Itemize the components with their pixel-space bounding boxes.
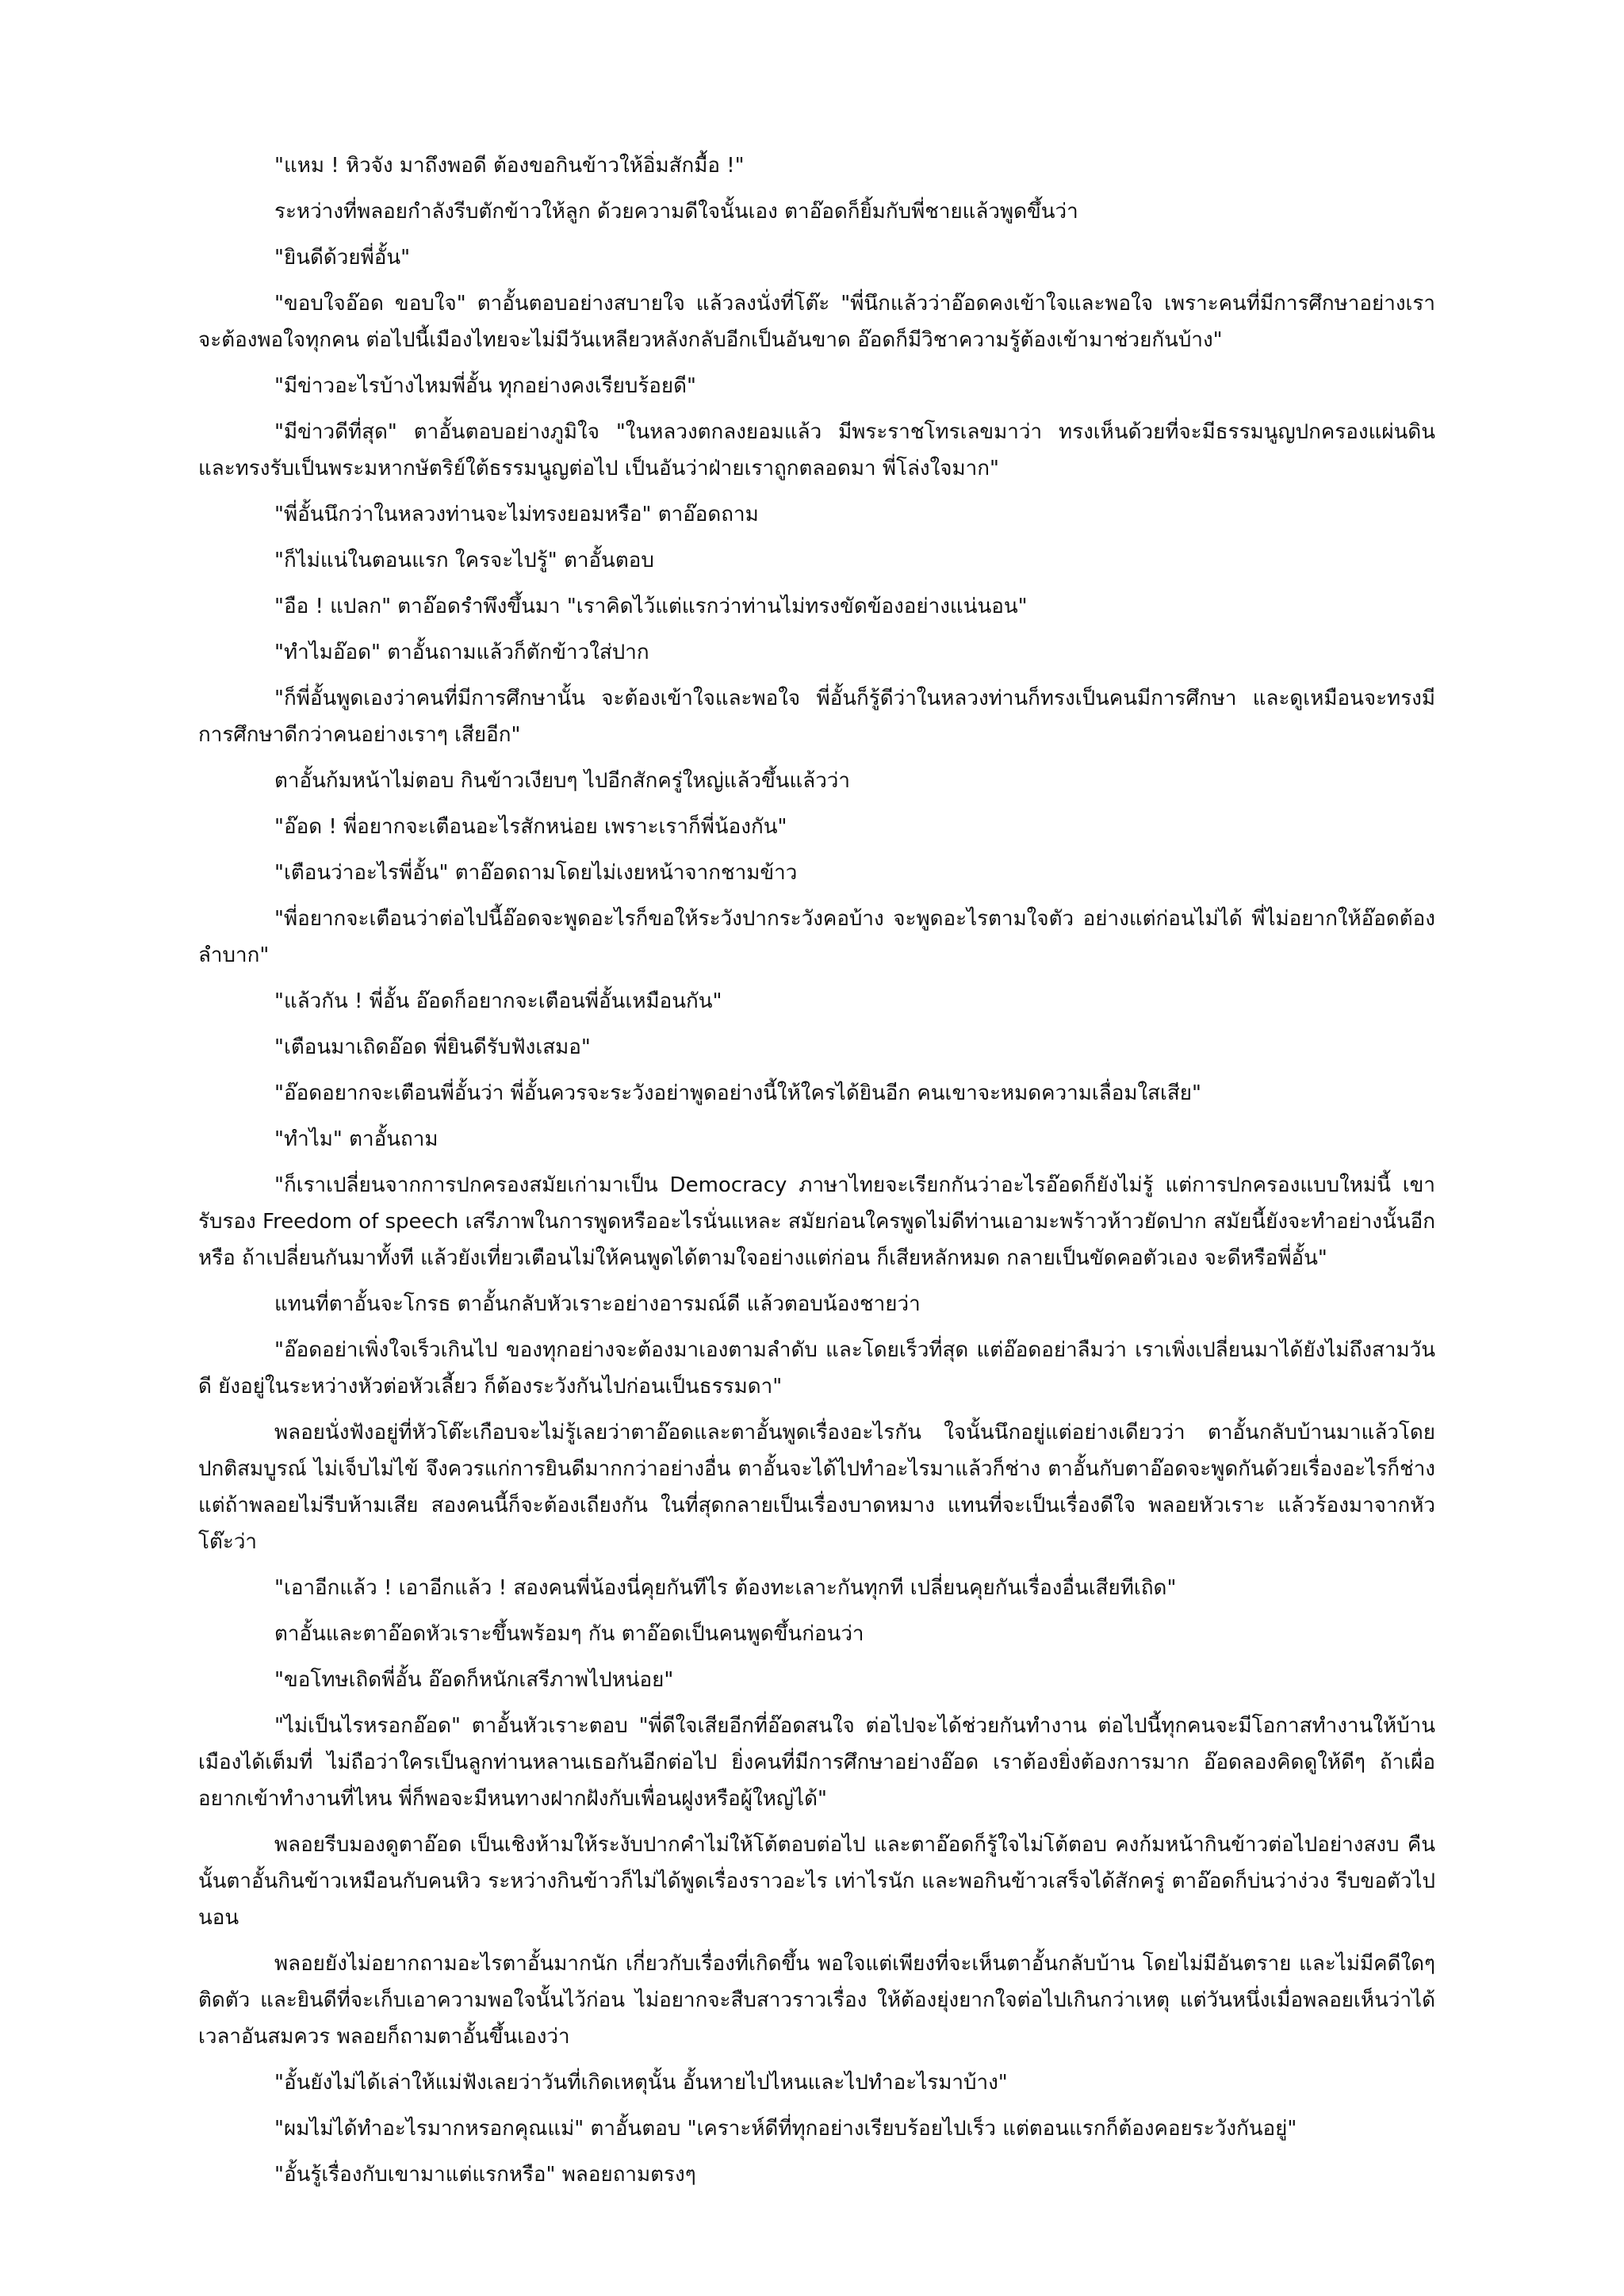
paragraph: "อ๊อดอย่าเพิ่งใจเร็วเกินไป ของทุกอย่างจะต้องมาเองตามลำดับ และโดยเร็วที่สุด แต่อ๊อดอย่าลืมว่า เราเพิ่งเปลี่ยนมาได้ยังไม่ถึงสามวันดี ยังอยู่ในระหว่างหัวต่อหัวเลี้ยว ก็ต้องระวังกันไปก่อนเป็นธรรมดา" bbox=[198, 1338, 1435, 1399]
paragraph: "ทำไม" ตาอั้นถาม bbox=[274, 1127, 439, 1151]
paragraph: "เตือนมาเถิดอ๊อด พี่ยินดีรับฟังเสมอ" bbox=[274, 1035, 591, 1059]
paragraph: "อั้นรู้เรื่องกับเขามาแต่แรกหรือ" พลอยถามตรงๆ bbox=[274, 2163, 696, 2187]
paragraph: "ก็เราเปลี่ยนจากการปกครองสมัยเก่ามาเป็น Democracy ภาษาไทยจะเรียกกันว่าอะไรอ๊อดก็ยังไม่รู้ แต่การปกครองแบบใหม่นี้ เขารับรอง Freedom of speech เสรีภาพในการพูดหรืออะไรนั่นแหละ สมัยก่อนใครพูดไม่ดีท่านเอามะพร้าวห้าวยัดปาก สมัยนี้ยังจะทำอย่างนั้นอีกหรือ ถ้าเปลี่ยนกันมาทั้งที แล้วยังเที่ยวเตือนไม่ให้คนพูดได้ตามใจอย่างแต่ก่อน ก็เสียหลักหมด กลายเป็นขัดคอตัวเอง จะดีหรือพี่อั้น" bbox=[198, 1173, 1435, 1270]
paragraph: "พี่อยากจะเตือนว่าต่อไปนี้อ๊อดจะพูดอะไรก็ขอให้ระวังปากระวังคอบ้าง จะพูดอะไรตามใจตัว อย่างแต่ก่อนไม่ได้ พี่ไม่อยากให้อ๊อดต้องลำบาก" bbox=[198, 907, 1435, 967]
paragraph: พลอยรีบมองดูตาอ๊อด เป็นเชิงห้ามให้ระงับปากคำไม่ให้โต้ตอบต่อไป และตาอ๊อดก็รู้ใจไม่โต้ตอบ คงก้มหน้ากินข้าวต่อไปอย่างสงบ คืนนั้นตาอั้นกินข้าวเหมือนกับคนหิว ระหว่างกินข้าวก็ไม่ได้พูดเรื่องราวอะไร เท่าไรนัก และพอกินข้าวเสร็จได้สักครู่ ตาอ๊อดก็บ่นว่าง่วง รีบขอตัวไปนอน bbox=[198, 1833, 1435, 1930]
paragraph: แทนที่ตาอั้นจะโกรธ ตาอั้นกลับหัวเราะอย่างอารมณ์ดี แล้วตอบน้องชายว่า bbox=[274, 1292, 921, 1316]
paragraph: "ผมไม่ได้ทำอะไรมากหรอกคุณแม่" ตาอั้นตอบ "เคราะห์ดีที่ทุกอย่างเรียบร้อยไปเร็ว แต่ตอนแรกก็ต้องคอยระวังกันอยู่" bbox=[274, 2117, 1297, 2141]
paragraph: "ขอบใจอ๊อด ขอบใจ" ตาอั้นตอบอย่างสบายใจ แล้วลงนั่งที่โต๊ะ "พี่นึกแล้วว่าอ๊อดคงเข้าใจและพอใจ เพราะคนที่มีการศึกษาอย่างเรา จะต้องพอใจทุกคน ต่อไปนี้เมืองไทยจะไม่มีวันเหลียวหลังกลับอีกเป็นอันขาด อ๊อดก็มีวิชาความรู้ต้องเข้ามาช่วยกันบ้าง" bbox=[198, 292, 1435, 352]
paragraph: "เอาอีกแล้ว ! เอาอีกแล้ว ! สองคนพี่น้องนี่คุยกันทีไร ต้องทะเลาะกันทุกที เปลี่ยนคุยกันเรื่องอื่นเสียทีเถิด" bbox=[274, 1576, 1177, 1600]
paragraph: "ขอโทษเถิดพี่อั้น อ๊อดก็หนักเสรีภาพไปหน่อย" bbox=[274, 1668, 674, 1692]
paragraph: "อ๊อด ! พี่อยากจะเตือนอะไรสักหน่อย เพราะเราก็พี่น้องกัน" bbox=[274, 815, 787, 839]
paragraph: พลอยนั่งฟังอยู่ที่หัวโต๊ะเกือบจะไม่รู้เลยว่าตาอ๊อดและตาอั้นพูดเรื่องอะไรกัน ใจนั้นนึกอยู่แต่อย่างเดียวว่า ตาอั้นกลับบ้านมาแล้วโดยปกติสมบูรณ์ ไม่เจ็บไม่ไข้ จึงควรแก่การยินดีมากกว่าอย่างอื่น ตาอั้นจะได้ไปทำอะไรมาแล้วก็ช่าง ตาอั้นกับตาอ๊อดจะพูดกันด้วยเรื่องอะไรก็ช่าง แต่ถ้าพลอยไม่รีบห้ามเสีย สองคนนี้ก็จะต้องเถียงกัน ในที่สุดกลายเป็นเรื่องบาดหมาง แทนที่จะเป็นเรื่องดีใจ พลอยหัวเราะ แล้วร้องมาจากหัวโต๊ะว่า bbox=[198, 1421, 1435, 1554]
paragraph: "พี่อั้นนึกว่าในหลวงท่านจะไม่ทรงยอมหรือ" ตาอ๊อดถาม bbox=[274, 503, 759, 526]
paragraph: "มีข่าวดีที่สุด" ตาอั้นตอบอย่างภูมิใจ "ในหลวงตกลงยอมแล้ว มีพระราชโทรเลขมาว่า ทรงเห็นด้วยที่จะมีธรรมนูญปกครองแผ่นดิน และทรงรับเป็นพระมหากษัตริย์ใต้ธรรมนูญต่อไป เป็นอันว่าฝ่ายเราถูกตลอดมา พี่โล่งใจมาก" bbox=[198, 420, 1435, 480]
paragraph: "อั้นยังไม่ได้เล่าให้แม่ฟังเลยว่าวันที่เกิดเหตุนั้น อั้นหายไปไหนและไปทำอะไรมาบ้าง" bbox=[274, 2071, 1008, 2095]
paragraph: พลอยยังไม่อยากถามอะไรตาอั้นมากนัก เกี่ยวกับเรื่องที่เกิดขึ้น พอใจแต่เพียงที่จะเห็นตาอั้นกลับบ้าน โดยไม่มีอันตราย และไม่มีคดีใดๆ ติดตัว และยินดีที่จะเก็บเอาความพอใจนั้นไว้ก่อน ไม่อยากจะสืบสาวราวเรื่อง ให้ต้องยุ่งยากใจต่อไปเกินกว่าเหตุ แต่วันหนึ่งเมื่อพลอยเห็นว่าได้เวลาอันสมควร พลอยก็ถามตาอั้นขึ้นเองว่า bbox=[198, 1952, 1435, 2049]
paragraph: "ทำไมอ๊อด" ตาอั้นถามแล้วก็ตักข้าวใส่ปาก bbox=[274, 641, 649, 664]
paragraph: "อือ ! แปลก" ตาอ๊อดรำพึงขึ้นมา "เราคิดไว้แต่แรกว่าท่านไม่ทรงขัดข้องอย่างแน่นอน" bbox=[274, 595, 1028, 618]
paragraph: "อ๊อดอยากจะเตือนพี่อั้นว่า พี่อั้นควรจะระวังอย่าพูดอย่างนี้ให้ใครได้ยินอีก คนเขาจะหมดความเลื่อมใสเสีย" bbox=[274, 1081, 1201, 1105]
paragraph: "แล้วกัน ! พี่อั้น อ๊อดก็อยากจะเตือนพี่อั้นเหมือนกัน" bbox=[274, 989, 722, 1013]
paragraph: "แหม ! หิวจัง มาถึงพอดี ต้องขอกินข้าวให้อิ่มสักมื้อ !" bbox=[274, 154, 745, 178]
paragraph: "ไม่เป็นไรหรอกอ๊อด" ตาอั้นหัวเราะตอบ "พี่ดีใจเสียอีกที่อ๊อดสนใจ ต่อไปจะได้ช่วยกันทำงาน ต่อไปนี้ทุกคนจะมีโอกาสทำงานให้บ้านเมืองได้เต็มที่ ไม่ถือว่าใครเป็นลูกท่านหลานเธอกันอีกต่อไป ยิ่งคนที่มีการศึกษาอย่างอ๊อด เราต้องยิ่งต้องการมาก อ๊อดลองคิดดูให้ดีๆ ถ้าเผื่ออยากเข้าทำงานที่ไหน พี่ก็พอจะมีหนทางฝากฝังกับเพื่อนฝูงหรือผู้ใหญ่ได้" bbox=[198, 1714, 1435, 1811]
paragraph: "ยินดีด้วยพี่อั้น" bbox=[274, 246, 411, 270]
paragraph: "มีข่าวอะไรบ้างไหมพี่อั้น ทุกอย่างคงเรียบร้อยดี" bbox=[274, 374, 696, 398]
paragraph: ระหว่างที่พลอยกำลังรีบตักข้าวให้ลูก ด้วยความดีใจนั้นเอง ตาอ๊อดก็ยิ้มกับพี่ชายแล้วพูดขึ้นว่า bbox=[274, 200, 1078, 224]
paragraph: ตาอั้นก้มหน้าไม่ตอบ กินข้าวเงียบๆ ไปอีกสักครู่ใหญ่แล้วขึ้นแล้วว่า bbox=[274, 769, 851, 793]
paragraph: "ก็พี่อั้นพูดเองว่าคนที่มีการศึกษานั้น จะต้องเข้าใจและพอใจ พี่อั้นก็รู้ดีว่าในหลวงท่านก็ทรงเป็นคนมีการศึกษา และดูเหมือนจะทรงมีการศึกษาดีกว่าคนอย่างเราๆ เสียอีก" bbox=[198, 687, 1435, 747]
paragraph: "เตือนว่าอะไรพี่อั้น" ตาอ๊อดถามโดยไม่เงยหน้าจากชามข้าว bbox=[274, 861, 798, 885]
paragraph: "ก็ไม่แน่ในตอนแรก ใครจะไปรู้" ตาอั้นตอบ bbox=[274, 549, 654, 572]
paragraph: ตาอั้นและตาอ๊อดหัวเราะขึ้นพร้อมๆ กัน ตาอ๊อดเป็นคนพูดขึ้นก่อนว่า bbox=[274, 1622, 864, 1646]
